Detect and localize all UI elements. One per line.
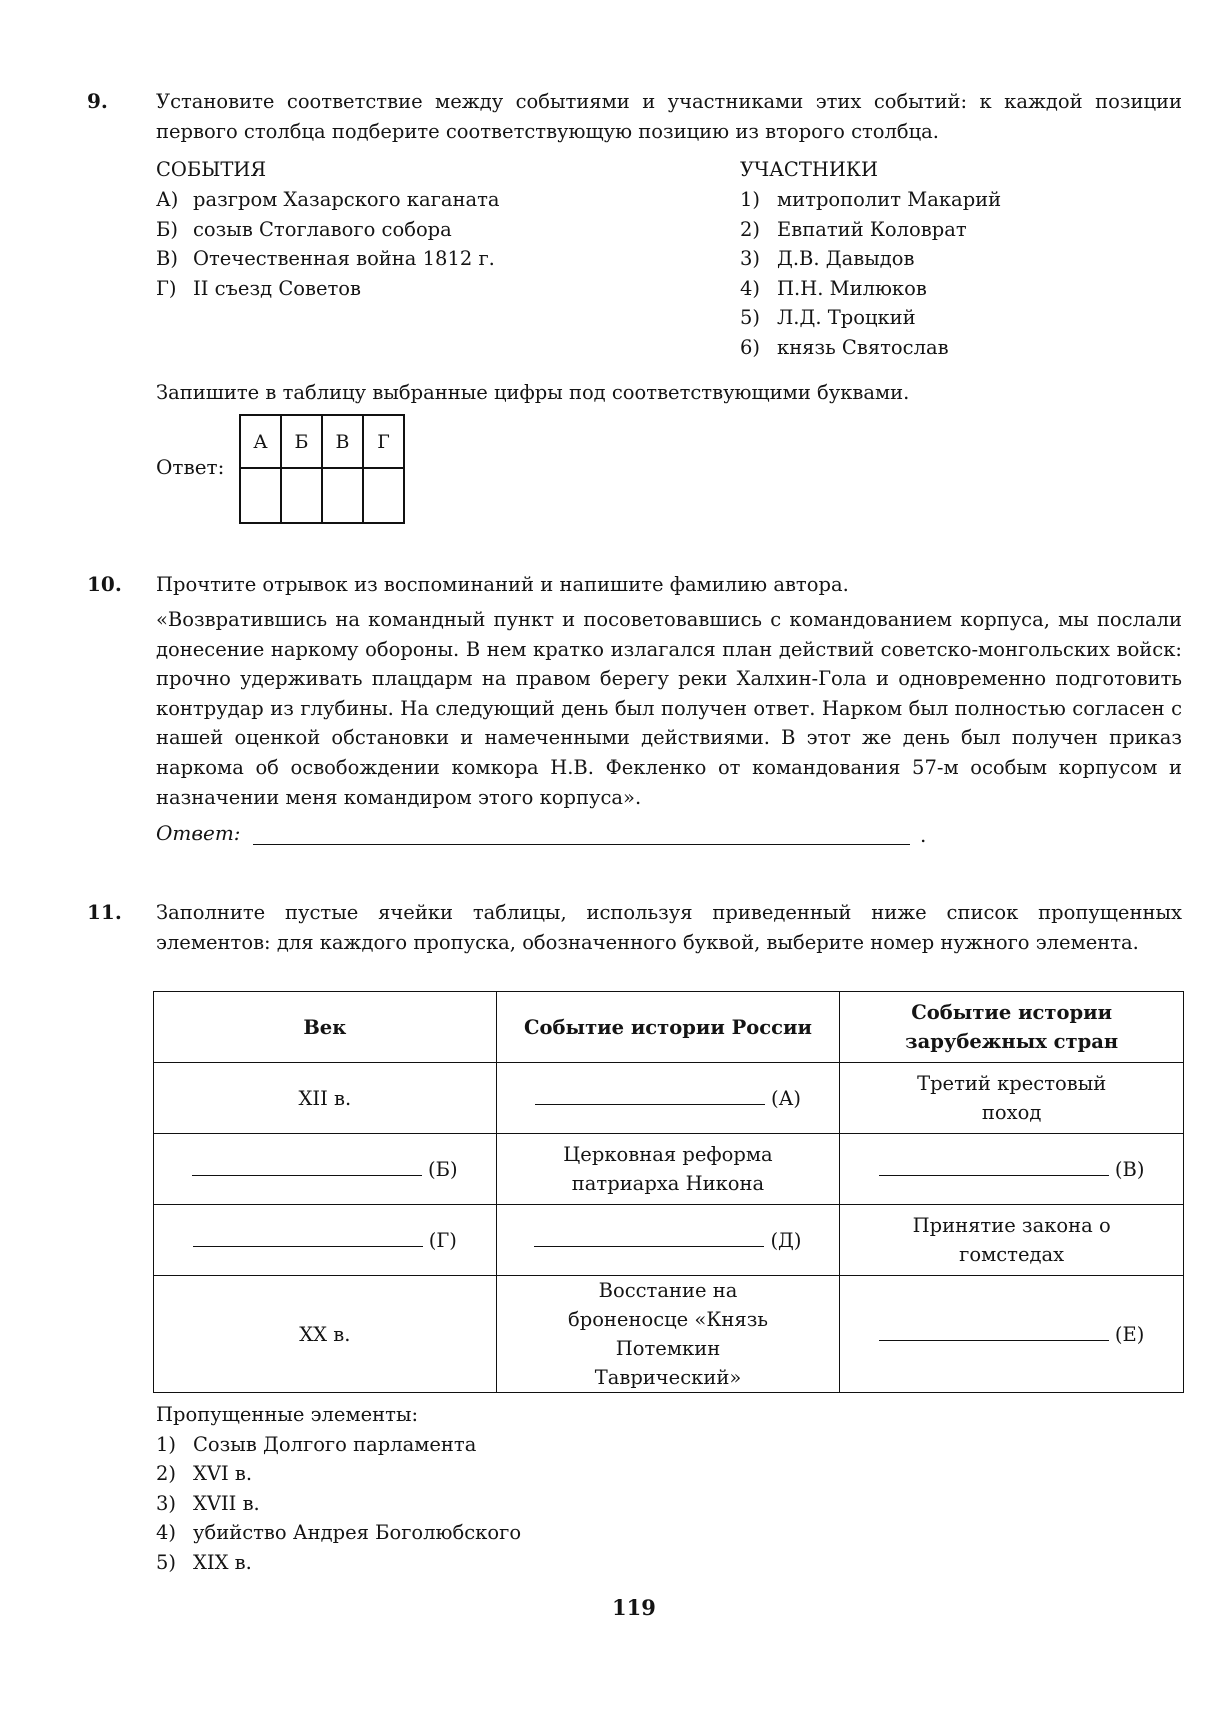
blank-line[interactable]	[879, 1157, 1109, 1176]
column-header-foreign: Событие истории зарубежных стран	[840, 992, 1184, 1063]
event-text: II съезд Советов	[193, 276, 361, 300]
table-cell: Третий крестовый поход	[840, 1063, 1184, 1134]
answer-grid-input-row	[240, 468, 404, 523]
answer-grid-header-cell: А	[240, 415, 281, 468]
answer-label: Ответ:	[156, 455, 225, 479]
question-9-number: 9.	[87, 89, 108, 113]
missing-element-text: XVII в.	[193, 1491, 260, 1515]
missing-element-marker: 1)	[156, 1432, 177, 1456]
missing-element-marker: 5)	[156, 1550, 177, 1574]
events-column	[156, 155, 716, 303]
column-header-russia: Событие истории России	[496, 992, 840, 1063]
blank-line[interactable]	[879, 1322, 1109, 1341]
table-cell-blank-a[interactable]	[496, 1063, 840, 1134]
participant-text: Л.Д. Троцкий	[777, 306, 916, 329]
participant-text: Д.В. Давыдов	[777, 247, 915, 270]
events-heading: СОБЫТИЯ	[156, 158, 267, 181]
missing-element-marker: 3)	[156, 1491, 177, 1515]
participant-marker: 3)	[740, 247, 761, 270]
table-cell-blank-v[interactable]	[840, 1134, 1184, 1205]
missing-elements-list	[156, 1400, 521, 1577]
question-10-prompt: Прочтите отрывок из воспоминаний и напишите фамилию автора.	[156, 573, 849, 596]
table-cell-blank-e[interactable]	[840, 1276, 1184, 1393]
table-cell: Восстание на броненосце «Князь Потемкин Таврический»	[496, 1276, 840, 1393]
participant-item	[740, 303, 1180, 333]
event-text: Отечественная война 1812 г.	[193, 247, 495, 270]
answer-cell-g[interactable]	[363, 468, 404, 523]
missing-elements-heading: Пропущенные элементы:	[156, 1403, 419, 1426]
table-row	[154, 1063, 1184, 1134]
participant-item	[740, 274, 1180, 304]
missing-element-text: XIX в.	[193, 1550, 252, 1574]
question-10-number: 10.	[87, 572, 122, 596]
participant-text: Евпатий Коловрат	[777, 217, 967, 241]
event-text: разгром Хазарского каганата	[193, 188, 500, 211]
question-11-prompt: Заполните пустые ячейки таблицы, используя приведенный ниже список пропущенных элементов: для каждого пропуска, обозначенного буквой, выберите номер нужного элемента.	[156, 901, 1182, 954]
table-row	[154, 1134, 1184, 1205]
answer-grid-header-cell: Б	[281, 415, 322, 468]
event-item	[156, 274, 716, 304]
missing-element-text: Созыв Долгого парламента	[193, 1432, 477, 1456]
question-11-number: 11.	[87, 900, 122, 924]
event-marker: В)	[156, 247, 178, 270]
missing-element-text: убийство Андрея Боголюбского	[193, 1521, 522, 1544]
participants-column	[740, 155, 1180, 362]
blank-label: (В)	[1114, 1157, 1145, 1181]
event-item	[156, 244, 716, 274]
event-text: созыв Стоглавого собора	[193, 217, 452, 241]
participant-marker: 4)	[740, 276, 761, 300]
page-number: 119	[612, 1595, 656, 1620]
event-marker: Г)	[156, 276, 177, 300]
answer-cell-a[interactable]	[240, 468, 281, 523]
participant-marker: 2)	[740, 217, 761, 241]
memoir-quote: «Возвратившись на командный пункт и посоветовавшись с командованием корпуса, мы послали донесение наркому обороны. В нем кратко излагался план действий советско-монгольских войск: прочно удерживать плацдарм на правом берегу реки Халхин-Гола и одновременно подготовить контрудар из глубины. На следующий день был получен ответ. Нарком был полностью согласен с нашей оценкой обстановки и намеченными действиями. В этот же день был получен приказ наркома об освобождении комкора Н.В. Фекленко от командования 57-м особым корпусом и назначении меня командиром этого корпуса».	[156, 608, 1182, 809]
missing-element-item	[156, 1518, 521, 1548]
participant-item	[740, 244, 1180, 274]
missing-element-text: XVI в.	[193, 1462, 253, 1485]
event-marker: А)	[156, 188, 179, 211]
answer-line[interactable]	[253, 844, 910, 845]
answer-label: Ответ:	[156, 821, 241, 845]
missing-element-item	[156, 1548, 521, 1578]
participant-item	[740, 185, 1180, 215]
answer-grid-header-row	[240, 415, 404, 468]
history-table	[153, 991, 1184, 1393]
blank-label: (А)	[770, 1086, 801, 1110]
participant-marker: 6)	[740, 335, 761, 359]
blank-line[interactable]	[193, 1228, 423, 1247]
missing-element-item	[156, 1430, 521, 1460]
answer-cell-v[interactable]	[322, 468, 363, 523]
answer-grid-header-cell: В	[322, 415, 363, 468]
table-cell: XX в.	[154, 1276, 497, 1393]
table-row	[154, 1276, 1184, 1393]
missing-element-marker: 4)	[156, 1521, 177, 1544]
blank-line[interactable]	[534, 1228, 764, 1247]
participant-text: митрополит Макарий	[777, 188, 1002, 211]
answer-grid	[239, 414, 405, 524]
blank-label: (Д)	[770, 1228, 802, 1252]
participant-text: князь Святослав	[777, 335, 949, 359]
event-item	[156, 215, 716, 245]
participant-marker: 5)	[740, 306, 761, 329]
missing-element-item	[156, 1459, 521, 1489]
participant-item	[740, 333, 1180, 363]
event-item	[156, 185, 716, 215]
table-cell-blank-g[interactable]	[154, 1205, 497, 1276]
table-row	[154, 1205, 1184, 1276]
column-header-century: Век	[154, 992, 497, 1063]
table-header-row	[154, 992, 1184, 1063]
participant-item	[740, 215, 1180, 245]
answer-grid-header-cell: Г	[363, 415, 404, 468]
participants-heading: УЧАСТНИКИ	[740, 158, 878, 181]
blank-label: (Б)	[428, 1157, 458, 1181]
answer-cell-b[interactable]	[281, 468, 322, 523]
blank-line[interactable]	[192, 1157, 422, 1176]
table-cell: Церковная реформа патриарха Никона	[496, 1134, 840, 1205]
question-9-prompt: Установите соответствие между событиями и участниками этих событий: к каждой позиции первого столбца подберите соответствующую позицию из второго столбца.	[156, 90, 1182, 143]
table-cell: XII в.	[154, 1063, 497, 1134]
answer-line-period: .	[920, 823, 927, 847]
participant-marker: 1)	[740, 188, 761, 211]
table-cell-blank-b[interactable]	[154, 1134, 497, 1205]
event-marker: Б)	[156, 217, 178, 241]
question-9-instruction: Запишите в таблицу выбранные цифры под соответствующими буквами.	[156, 381, 910, 404]
table-cell-blank-d[interactable]	[496, 1205, 840, 1276]
blank-label: (Г)	[428, 1228, 457, 1252]
blank-line[interactable]	[535, 1086, 765, 1105]
participant-text: П.Н. Милюков	[777, 276, 927, 300]
missing-element-item	[156, 1489, 521, 1519]
table-cell: Принятие закона о гомстедах	[840, 1205, 1184, 1276]
blank-label: (Е)	[1114, 1322, 1145, 1346]
missing-element-marker: 2)	[156, 1462, 177, 1485]
